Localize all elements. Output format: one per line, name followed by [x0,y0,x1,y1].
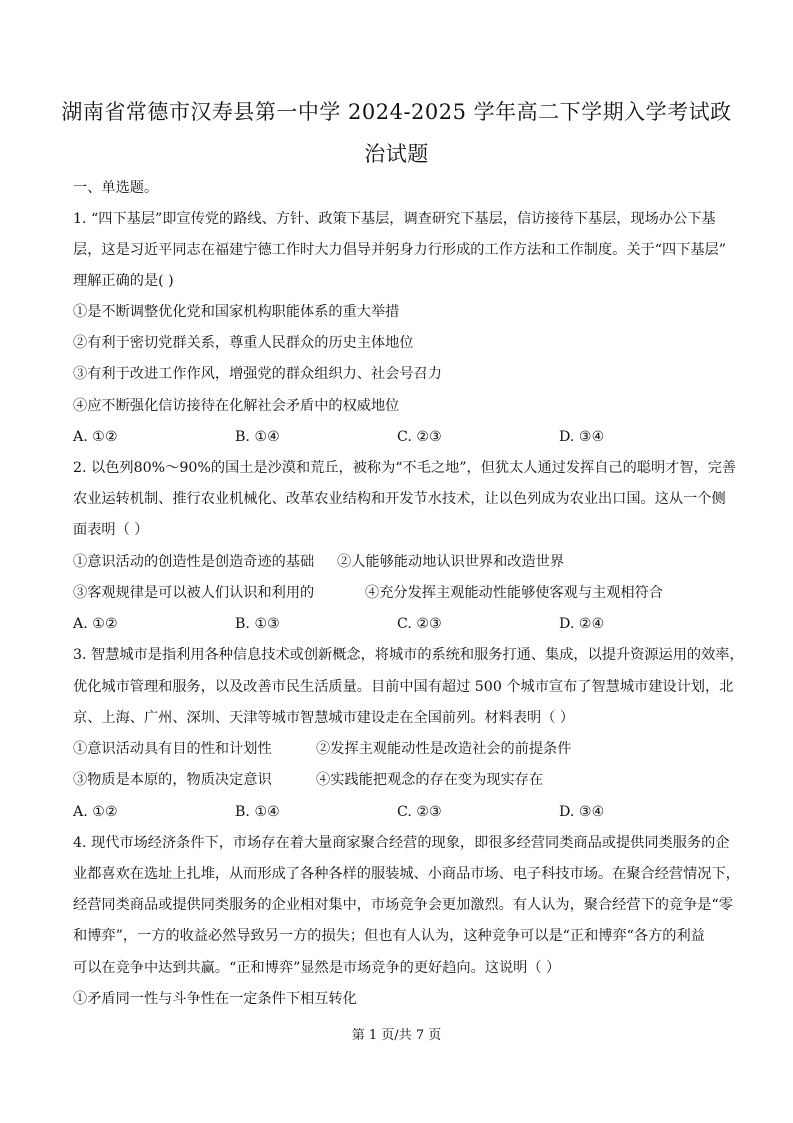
q3-statements-row2 [73,770,723,790]
q3-statement-3: ③物质是本原的，物质决定意识 [73,772,272,788]
q2-stem-line2: 农业运转机制、推行农业机械化、改革农业结构和开发节水技术，让以色列成为农业出口国。这从一个侧 [73,491,726,507]
q4-stem-line3: 经营同类商品或提供同类服务的企业相对集中，市场竞争会更加激烈。有人认为，聚合经营下的竞争是“零 [73,897,733,913]
q3-options [73,802,723,822]
q2-statement-1: ①意识活动的创造性是创造奇迹的基础 [73,554,315,570]
q1-option-d: D. ③④ [559,429,605,445]
q1-statement-1: ①是不断调整优化党和国家机构职能体系的重大举措 [73,304,400,320]
q1-option-a: A. ①② [73,429,118,445]
q2-option-d: D. ②④ [559,616,605,632]
q3-stem-line1: 3. 智慧城市是指利用各种信息技术或创新概念，将城市的系统和服务打通、集成，以提升资源运用的效率， [73,647,744,663]
q4-stem-line5: 可以在竞争中达到共赢。“正和博弈”显然是市场竞争的更好趋向。这说明（ ） [73,960,561,976]
q2-statement-3: ③客观规律是可以被人们认识和利用的 [73,585,315,601]
q1-stem-line3: 理解正确的是( ) [73,273,174,289]
q3-statement-4: ④实践能把观念的存在变为现实存在 [316,772,544,788]
q2-option-a: A. ①② [73,616,118,632]
q2-option-b: B. ①③ [235,616,280,632]
q4-stem-line2: 业都喜欢在选址上扎堆，从而形成了各种各样的服装城、小商品市场、电子科技市场。在聚合经营情况下， [73,866,740,882]
q1-stem-line1: 1. “四下基层”即宣传党的路线、方针、政策下基层，调查研究下基层，信访接待下基层，现场办公下基 [73,211,716,227]
section-heading: 一、单选题。 [73,180,159,196]
q3-statements-row1 [73,739,723,759]
q2-stem-line1: 2. 以色列80%～90%的国土是沙漠和荒丘，被称为“不毛之地”，但犹太人通过发挥自己的聪明才智，完善 [73,460,737,476]
q1-statement-2: ②有利于密切党群关系，尊重人民群众的历史主体地位 [73,335,414,351]
q2-statement-2: ②人能够能动地认识世界和改造世界 [337,554,565,570]
exam-title-line1: 湖南省常德市汉寿县第一中学 2024-2025 学年高二下学期入学考试政 [61,100,732,124]
q2-statements-row2 [73,583,723,603]
q3-option-d: D. ③④ [559,804,605,820]
q3-stem-line2: 优化城市管理和服务，以及改善市民生活质量。目前中国有超过 500 个城市宣布了智慧城市建设计划，北 [73,679,734,695]
q1-statement-4: ④应不断强化信访接待在化解社会矛盾中的权威地位 [73,398,400,414]
q3-stem-line3: 京、上海、广州、深圳、天津等城市智慧城市建设走在全国前列。材料表明（ ） [73,710,575,726]
q1-option-b: B. ①④ [235,429,280,445]
q3-statement-1: ①意识活动具有目的性和计划性 [73,741,272,757]
q3-option-c: C. ②③ [397,804,442,820]
q1-option-c: C. ②③ [397,429,442,445]
q4-stem-line1: 4. 现代市场经济条件下，市场存在着大量商家聚合经营的现象，即很多经营同类商品或提供同类服务的企 [73,835,730,851]
q2-statement-4: ④充分发挥主观能动性能够使客观与主观相符合 [365,585,663,601]
q1-options [73,427,723,447]
q2-option-c: C. ②③ [397,616,442,632]
q4-statement-1: ①矛盾同一性与斗争性在一定条件下相互转化 [73,991,357,1007]
q3-option-b: B. ①④ [235,804,280,820]
q1-stem-line2: 层，这是习近平同志在福建宁德工作时大力倡导并躬身力行形成的工作方法和工作制度。关于“四下基层” [73,242,726,258]
page-footer: 第 1 页/共 7 页 [351,1028,442,1043]
q2-stem-line3: 面表明（ ） [73,522,149,538]
q2-statements-row1 [73,552,723,572]
exam-title-line2: 治试题 [364,142,429,166]
q3-option-a: A. ①② [73,804,118,820]
q1-statement-3: ③有利于改进工作作风，增强党的群众组织力、社会号召力 [73,366,442,382]
q2-options [73,614,723,634]
q3-statement-2: ②发挥主观能动性是改造社会的前提条件 [316,741,572,757]
q4-stem-line4: 和博弈”，一方的收益必然导致另一方的损失；但也有人认为，这种竞争可以是“正和博弈“各方的利益 [73,928,705,944]
